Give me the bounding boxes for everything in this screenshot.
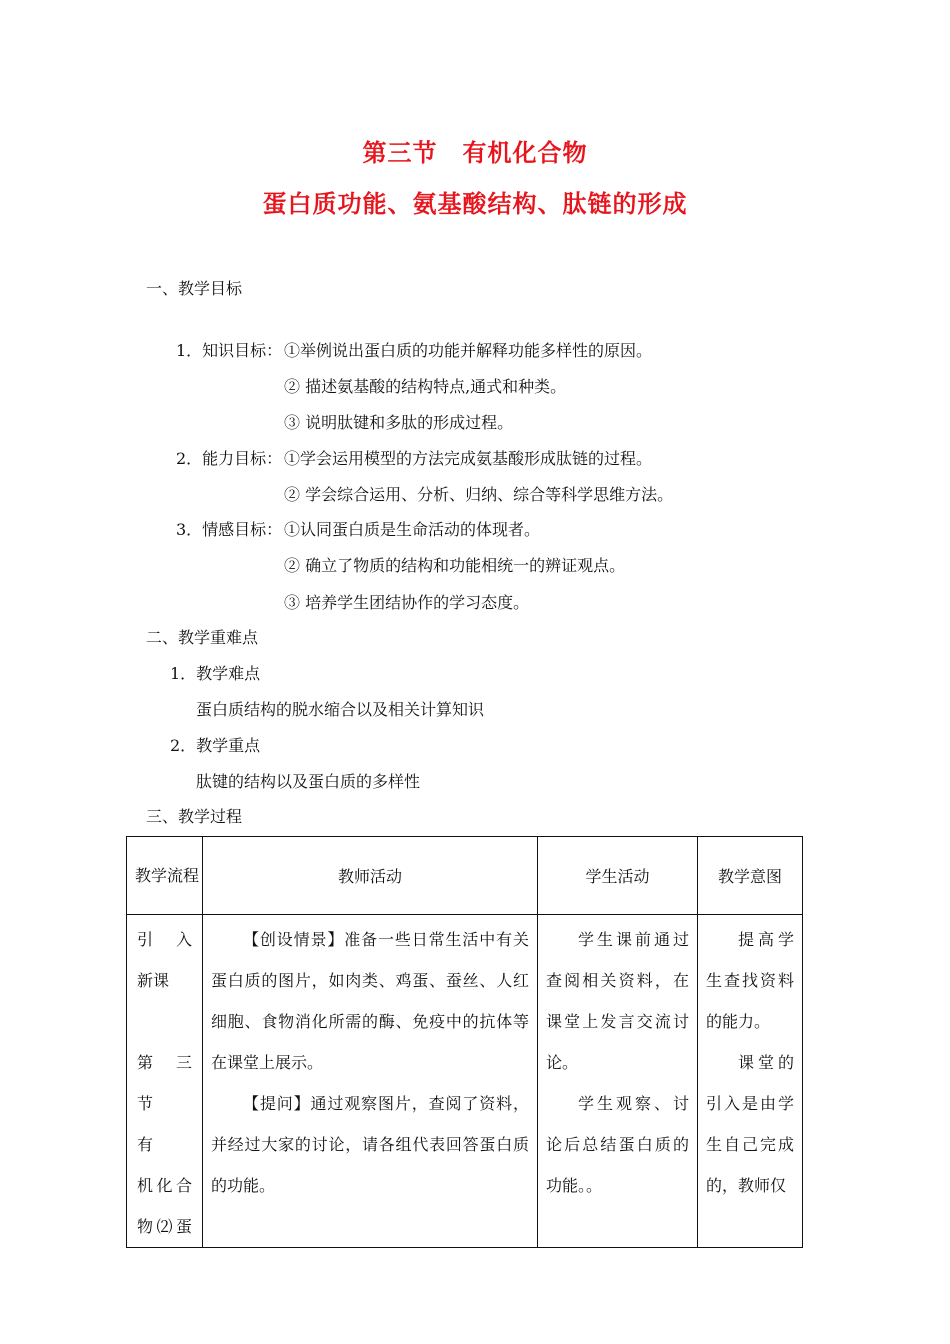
- teacher-activity-paragraph: 【提问】通过观察图片，查阅了资料，并经过大家的讨论，请各组代表回答蛋白质的功能。: [211, 1094, 529, 1195]
- goal-item: ② 确立了物质的结构和功能相统一的辨证观点。: [284, 556, 626, 575]
- stage-line: 机化合: [137, 1176, 192, 1195]
- teacher-activity-paragraph: 【创设情景】准备一些日常生活中有关蛋白质的图片，如肉类、鸡蛋、蚕丝、人红细胞、食物消化所需的酶、免疫中的抗体等在课堂上展示。: [211, 930, 529, 1072]
- table-row: [127, 915, 803, 1248]
- section-heading-goals: 一、教学目标: [146, 279, 243, 298]
- header-cell-stage: 教学流程: [127, 837, 203, 915]
- goal-item: ③ 培养学生团结协作的学习态度。: [284, 593, 530, 612]
- teaching-intent-paragraph: 课堂的引入是由学生自己完成的，教师仅: [706, 1053, 794, 1195]
- goal-item: ①认同蛋白质是生命活动的体现者。: [284, 520, 541, 539]
- stage-line: 引 入: [137, 930, 192, 949]
- goal-label-ability: 2．能力目标：: [176, 449, 283, 468]
- stage-cell: [127, 915, 203, 1248]
- teaching-intent-cell: [698, 915, 803, 1248]
- teaching-process-table: [126, 836, 803, 1248]
- section-heading-key-points: 二、教学重难点: [146, 628, 259, 647]
- stage-line: 第 三: [137, 1053, 192, 1072]
- goal-item: ③ 说明肽键和多肽的形成过程。: [284, 413, 514, 432]
- stage-line: 物⑵蛋: [137, 1217, 192, 1236]
- goal-item: ② 学会综合运用、分析、归纳、综合等科学思维方法。: [284, 485, 674, 504]
- focus-label: 2．教学重点: [170, 736, 261, 755]
- focus-text: 肽键的结构以及蛋白质的多样性: [196, 772, 421, 791]
- goal-item: ①学会运用模型的方法完成氨基酸形成肽链的过程。: [284, 449, 653, 468]
- header-cell-intent: 教学意图: [698, 837, 803, 915]
- goal-item: ② 描述氨基酸的结构特点,通式和种类。: [284, 377, 567, 396]
- teacher-activity-cell: [203, 915, 538, 1248]
- table-header-row: [127, 837, 803, 915]
- section-heading-process: 三、教学过程: [146, 807, 243, 826]
- stage-line: 节 有: [137, 1094, 186, 1154]
- difficulty-text: 蛋白质结构的脱水缩合以及相关计算知识: [196, 700, 485, 719]
- document-title: 第三节 有机化合物: [362, 139, 588, 167]
- difficulty-label: 1．教学难点: [170, 664, 261, 683]
- goal-label-knowledge: 1．知识目标：: [176, 341, 283, 360]
- stage-line: 新课: [137, 971, 170, 990]
- header-cell-teacher: 教师活动: [203, 837, 538, 915]
- student-activity-paragraph: 学生课前通过查阅相关资料，在课堂上发言交流讨论。: [546, 930, 689, 1072]
- student-activity-paragraph: 学生观察、讨论后总结蛋白质的功能。。: [546, 1094, 689, 1195]
- teaching-intent-paragraph: 提高学生查找资料的能力。: [706, 930, 794, 1031]
- document-subtitle: 蛋白质功能、氨基酸结构、肽链的形成: [262, 190, 688, 218]
- goal-item: ①举例说出蛋白质的功能并解释功能多样性的原因。: [284, 341, 653, 360]
- goal-label-emotion: 3．情感目标：: [176, 520, 283, 539]
- header-cell-student: 学生活动: [538, 837, 698, 915]
- stage-line: [137, 1001, 192, 1042]
- student-activity-cell: [538, 915, 698, 1248]
